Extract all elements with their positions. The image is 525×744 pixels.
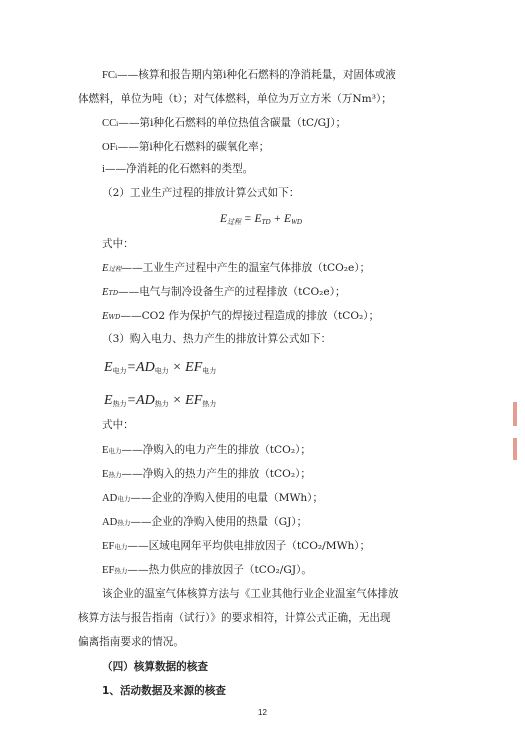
formula-ef: EF: [185, 393, 203, 408]
def-text: ——净购入的热力产生的排放（tCO₂）；: [121, 468, 311, 480]
def-subscript: 电力: [117, 495, 131, 503]
def-symbol: E: [102, 311, 109, 322]
formula-equals: =: [126, 393, 137, 408]
def-symbol: E: [102, 263, 109, 274]
formula-ad: AD: [136, 360, 155, 375]
def-ef-electricity: [102, 541, 370, 553]
electricity-emission-formula: [104, 360, 216, 376]
formula-times: ×: [172, 360, 182, 375]
formula-ef-sub: 热力: [202, 400, 217, 408]
section-4-1-heading: 1、活动数据及来源的核查: [102, 685, 226, 697]
def-subscript: 热力: [114, 567, 128, 575]
def-text: ——核算和报告期内第i种化石燃料的净消耗量，对固体或液: [117, 69, 396, 81]
def-symbol: FC: [102, 70, 115, 81]
formula-term-sub: WD: [291, 218, 302, 226]
def-subscript: 热力: [117, 519, 131, 527]
heat-emission-formula: [104, 393, 216, 409]
def-symbol: AD: [102, 493, 118, 504]
def-text: ——第i种化石燃料的单位热值含碳量（tC/GJ）；: [118, 117, 347, 129]
def-fc: [102, 70, 396, 82]
formula-ad-sub: 电力: [154, 367, 169, 375]
formula-lhs-sub: 电力: [112, 367, 127, 375]
def-e-process: [102, 263, 370, 275]
formula-ef: EF: [185, 360, 203, 375]
seal-stamp-edge: [513, 402, 517, 426]
def-text: ——工业生产过程中产生的温室气体排放（tCO₂e）；: [121, 262, 371, 274]
def-symbol: OF: [102, 142, 116, 153]
def-text: ——区域电网年平均供电排放因子（tCO₂/MWh）；: [127, 540, 371, 552]
formula-ad-sub: 热力: [154, 400, 169, 408]
def-e-wd: [102, 311, 379, 323]
def-subscript: i: [115, 144, 118, 152]
formula-equals: =: [243, 213, 252, 225]
def-symbol: i: [102, 164, 105, 175]
def-text: ——净购入的电力产生的排放（tCO₂）；: [121, 444, 311, 456]
def-text: ——热力供应的排放因子（tCO₂/GJ）。: [127, 564, 312, 576]
def-e-td: [102, 287, 346, 299]
def-e-heat: [102, 469, 311, 481]
conclusion-line-1: 该企业的温室气体核算方法与《工业其他行业企业温室气体排放: [102, 588, 399, 600]
def-text: ——CO2 作为保护气的焊接过程造成的排放（tCO₂）；: [120, 310, 380, 322]
def-ad-electricity: [102, 493, 323, 505]
formula-term: E: [254, 213, 262, 225]
where-label: 式中：: [102, 419, 134, 431]
def-text: ——电气与制冷设备生产的过程排放（tCO₂e）；: [118, 286, 346, 298]
def-subscript: 电力: [114, 543, 128, 551]
formula-term-sub: TD: [261, 218, 271, 226]
def-subscript: WD: [108, 313, 121, 321]
def-subscript: 电力: [108, 447, 122, 455]
def-symbol: E: [102, 445, 109, 456]
def-ef-heat: [102, 565, 312, 577]
def-subscript: i: [116, 120, 119, 128]
formula-lhs: E: [220, 213, 228, 225]
def-of: [102, 142, 269, 154]
def-subscript: 过程: [108, 265, 122, 273]
def-subscript: TD: [108, 289, 119, 297]
conclusion-line-3: 偏离指南要求的情况。: [78, 636, 184, 648]
def-text: ——净消耗的化石燃料的类型。: [104, 163, 254, 175]
def-symbol: EF: [102, 565, 115, 576]
where-label: 式中：: [102, 238, 134, 250]
process-emission-formula: [220, 213, 302, 227]
def-subscript: i: [114, 72, 118, 80]
def-symbol: EF: [102, 541, 115, 552]
section-3-heading: （3）购入电力、热力产生的排放计算公式如下：: [102, 333, 332, 345]
seal-stamp-edge: [513, 438, 517, 460]
formula-plus: +: [273, 213, 282, 225]
page-number: 12: [258, 708, 267, 717]
section-2-heading: （2）工业生产过程的排放计算公式如下：: [102, 187, 300, 199]
def-text: ——企业的净购入使用的电量（MWh）；: [130, 492, 324, 504]
def-ad-heat: [102, 517, 307, 529]
def-symbol: E: [102, 287, 109, 298]
conclusion-line-2: 核算方法与报告指南（试行）》的要求相符，计算公式正确，无出现: [78, 612, 391, 624]
def-subscript: 热力: [108, 471, 122, 479]
formula-term: E: [284, 213, 292, 225]
formula-ad: AD: [136, 393, 155, 408]
def-symbol: AD: [102, 517, 118, 528]
def-fc-continued: 体燃料，单位为吨（t）；对气体燃料，单位为万立方米（万Nm³）；: [78, 93, 392, 105]
formula-ef-sub: 电力: [202, 367, 217, 375]
formula-lhs-sub: 过程: [227, 218, 242, 226]
formula-lhs: E: [104, 393, 113, 408]
def-symbol: E: [102, 469, 109, 480]
def-cc: [102, 118, 346, 130]
formula-equals: =: [126, 360, 137, 375]
formula-lhs-sub: 热力: [112, 400, 127, 408]
formula-times: ×: [172, 393, 182, 408]
def-i: [102, 164, 253, 176]
def-text: ——企业的净购入使用的热量（GJ）；: [130, 516, 308, 528]
formula-lhs: E: [104, 360, 113, 375]
def-e-electricity: [102, 445, 311, 457]
def-symbol: CC: [102, 118, 117, 129]
def-text: ——第i种化石燃料的碳氧化率；: [117, 141, 270, 153]
section-4-heading: （四）核算数据的核查: [102, 661, 208, 673]
